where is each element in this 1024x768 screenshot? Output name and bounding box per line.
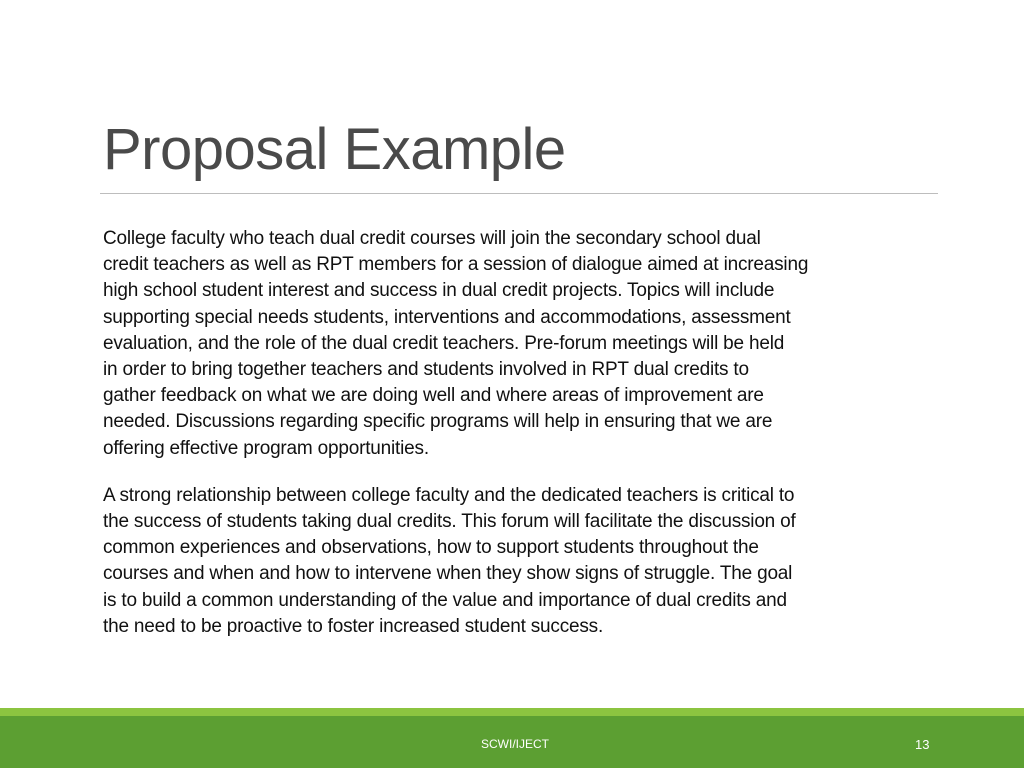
footer-label: SCWI/IJECT xyxy=(481,737,549,751)
slide-number: 13 xyxy=(915,737,930,752)
paragraph-line: is to build a common understanding of the value and importance of dual credits and xyxy=(103,589,787,611)
footer-accent-stripe xyxy=(0,708,1024,716)
paragraph-line: credit teachers as well as RPT members for a session of dialogue aimed at increasing xyxy=(103,254,809,276)
paragraph-line: evaluation, and the role of the dual credit teachers. Pre-forum meetings will be held xyxy=(103,332,785,354)
title-divider xyxy=(100,193,938,194)
body-paragraph-1 xyxy=(103,226,951,462)
paragraph-line: the success of students taking dual credits. This forum will facilitate the discussion of xyxy=(103,511,796,533)
paragraph-line: offering effective program opportunities. xyxy=(103,437,429,459)
paragraph-line: courses and when and how to intervene when they show signs of struggle. The goal xyxy=(103,563,793,585)
body-paragraph-2 xyxy=(103,483,951,640)
slide-title: Proposal Example xyxy=(103,117,566,182)
paragraph-line: needed. Discussions regarding specific programs will help in ensuring that we are xyxy=(103,411,773,433)
paragraph-line: high school student interest and success in dual credit projects. Topics will include xyxy=(103,280,775,302)
paragraph-line: common experiences and observations, how to support students throughout the xyxy=(103,537,759,559)
paragraph-line: in order to bring together teachers and students involved in RPT dual credits to xyxy=(103,359,749,381)
paragraph-line: College faculty who teach dual credit courses will join the secondary school dual xyxy=(103,228,761,249)
paragraph-line: supporting special needs students, interventions and accommodations, assessment xyxy=(103,306,791,328)
paragraph-line: the need to be proactive to foster increased student success. xyxy=(103,615,604,637)
paragraph-line: A strong relationship between college faculty and the dedicated teachers is critical to xyxy=(103,484,795,506)
paragraph-line: gather feedback on what we are doing well and where areas of improvement are xyxy=(103,385,764,407)
slide-body xyxy=(103,226,951,661)
